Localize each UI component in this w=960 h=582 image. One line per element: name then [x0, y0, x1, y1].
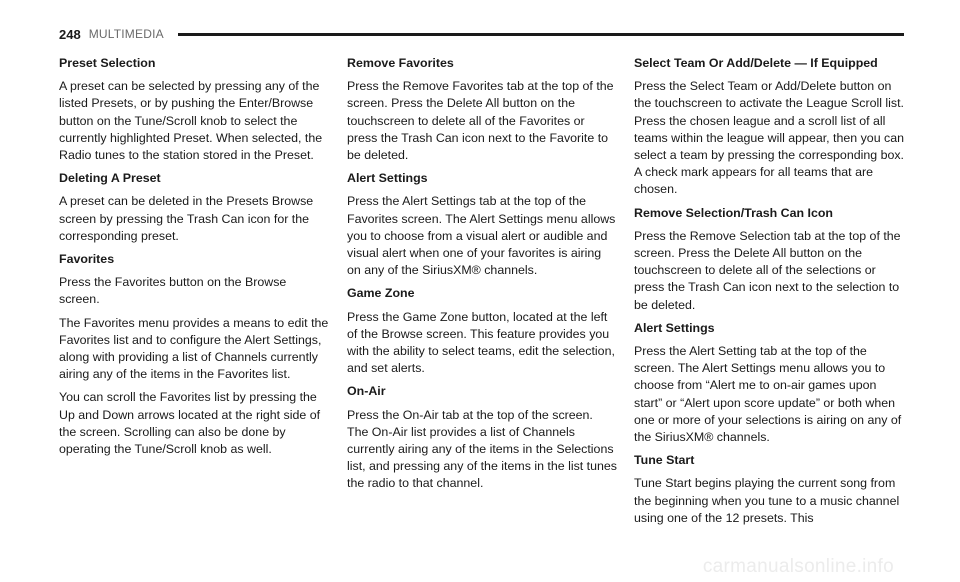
body-paragraph: Press the Select Team or Add/Delete button on the touchscreen to activate the League Scroll list. Press the chosen league and a scroll list of all teams within the league will appear, then you can select a team by pressing the corresponding box. A check mark appears for all teams that are chosen.	[634, 79, 905, 197]
section-heading: Game Zone	[347, 286, 415, 301]
section-heading: Remove Favorites	[347, 56, 454, 70]
body-paragraph: A preset can be selected by pressing any of the listed Presets, or by pushing the Enter/Browse button on the Tune/Scroll knob to select the currently highlighted Preset. When selected, the Radio tunes to the station stored in the Preset.	[59, 79, 323, 163]
text-column-1	[59, 55, 329, 464]
section-heading: Tune Start	[634, 453, 695, 468]
section-heading: Select Team Or Add/Delete — If Equipped	[634, 56, 878, 70]
body-paragraph: Press the On-Air tab at the top of the screen. The On-Air list provides a list of Channels currently airing any of the items in the Selections list, and pressing any of the items in the list tunes the radio to that channel.	[347, 407, 617, 491]
body-paragraph: Press the Alert Setting tab at the top of the screen. The Alert Settings menu allows you to choose from “Alert me to on-air games upon start” or “Alert upon score update” or both when one or more of your selections is airing on any of the SiriusXM® channels.	[634, 344, 902, 445]
section-heading: Remove Selection/Trash Can Icon	[634, 205, 833, 220]
section-heading: Deleting A Preset	[59, 171, 161, 186]
body-paragraph: Press the Alert Settings tab at the top of the Favorites screen. The Alert Settings menu allows you to choose from a visual alert or audible and visual alert when one of your favorites is airing on any of the SiriusXM® channels.	[347, 194, 616, 278]
text-column-3	[634, 55, 904, 533]
body-paragraph: The Favorites menu provides a means to edit the Favorites list and to configure the Alert Settings, along with providing a list of Channels currently airing any of the items in the Favorites list.	[59, 315, 329, 382]
header-rule	[178, 33, 904, 36]
body-paragraph: Tune Start begins playing the current song from the beginning when you tune to a music channel using one of the 12 presets. This	[634, 476, 900, 525]
body-paragraph: Press the Game Zone button, located at the left of the Browse screen. This feature provides you with the ability to select teams, edit the selection, and set alerts.	[347, 309, 615, 376]
section-heading: On-Air	[347, 384, 386, 399]
section-heading: Preset Selection	[59, 56, 156, 70]
body-paragraph: Press the Remove Favorites tab at the top of the screen. Press the Delete All button on the touchscreen to delete all of the Favorites or press the Trash Can icon next to the Favorite to be deleted.	[347, 79, 614, 163]
section-heading: Alert Settings	[634, 320, 715, 335]
page-header	[59, 24, 904, 44]
section-title: MULTIMEDIA	[88, 27, 164, 41]
body-paragraph: You can scroll the Favorites list by pressing the Up and Down arrows located at the right side of the screen. Scrolling can also be done by operating the Tune/Scroll knob as well.	[59, 390, 321, 457]
page-number: 248	[59, 26, 81, 42]
body-paragraph: Press the Remove Selection tab at the top of the screen. Press the Delete All button on the touchscreen to delete all of the selections or press the Trash Can icon next to the selection to be deleted.	[634, 228, 901, 312]
section-heading: Alert Settings	[347, 171, 428, 186]
watermark[interactable]: carmanualsonline.info	[702, 556, 894, 577]
body-paragraph: A preset can be deleted in the Presets Browse screen by pressing the Trash Can icon for the corresponding preset.	[59, 194, 314, 243]
section-heading: Favorites	[59, 252, 115, 267]
text-column-2	[347, 55, 617, 499]
body-paragraph: Press the Favorites button on the Browse screen.	[59, 275, 287, 307]
